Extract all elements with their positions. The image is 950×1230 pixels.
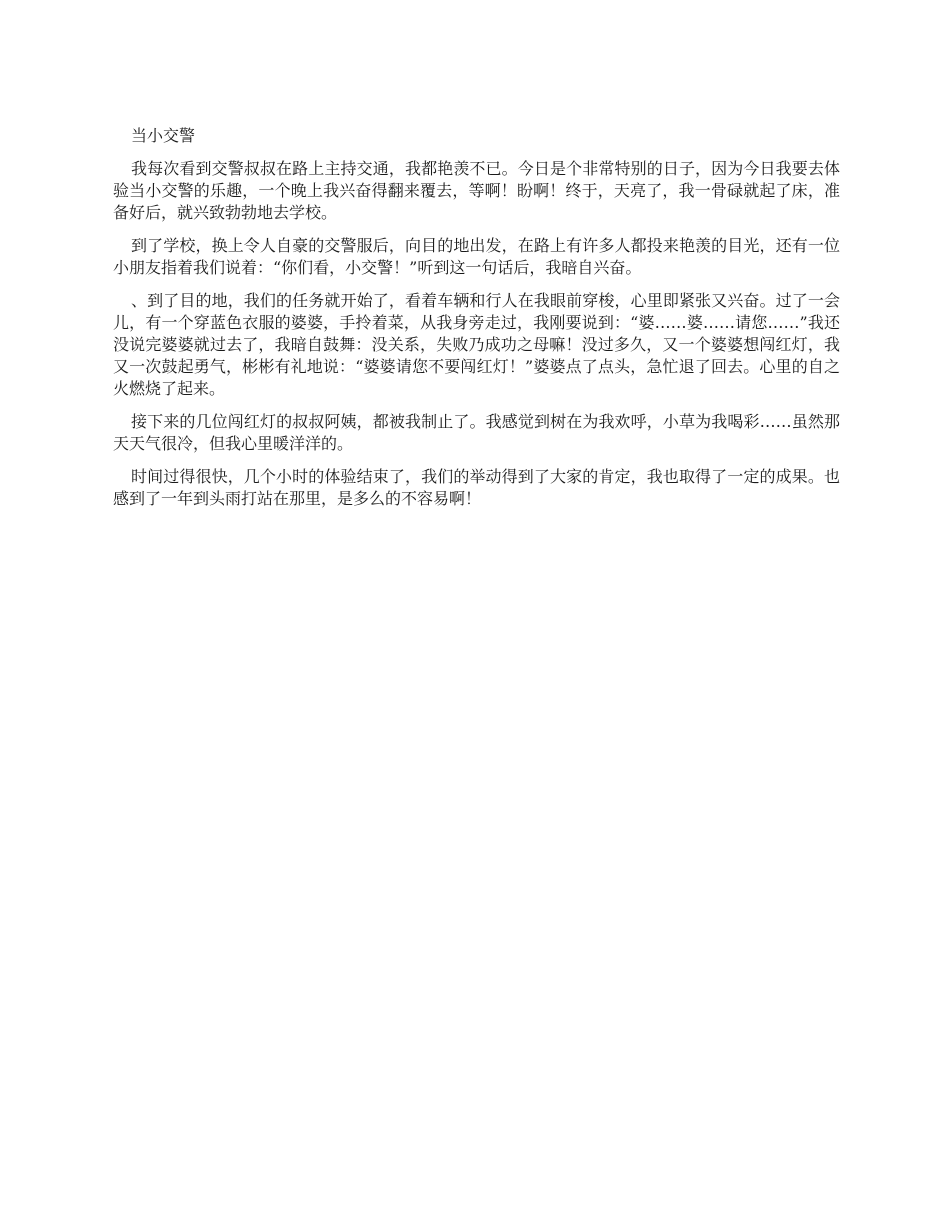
paragraph-1: 我每次看到交警叔叔在路上主持交通，我都艳羡不已。今日是个非常特别的日子，因为今日我要去体验当小交警的乐趣，一个晚上我兴奋得翻来覆去，等啊！盼啊！终于，天亮了，我一骨碌就起了床，准备好后，就兴致勃勃地去学校。 <box>113 159 840 222</box>
paragraph-5: 时间过得很快，几个小时的体验结束了，我们的举动得到了大家的肯定，我也取得了一定的成果。也感到了一年到头雨打站在那里，是多么的不容易啊！ <box>113 467 840 508</box>
document-body <box>113 125 840 521</box>
paragraph-3: 、到了目的地，我们的任务就开始了，看着车辆和行人在我眼前穿梭，心里即紧张又兴奋。过了一会儿，有一个穿蓝色衣服的婆婆，手拎着菜，从我身旁走过，我刚要说到：“婆……婆……请您……”我还没说完婆婆就过去了，我暗自鼓舞：没关系，失败乃成功之母嘛！没过多久，又一个婆婆想闯红灯，我又一次鼓起勇气，彬彬有礼地说：“婆婆请您不要闯红灯！”婆婆点了点头，急忙退了回去。心里的自之火燃烧了起来。 <box>113 291 840 398</box>
paragraph-2: 到了学校，换上令人自豪的交警服后，向目的地出发，在路上有许多人都投来艳羡的目光，还有一位小朋友指着我们说着：“你们看，小交警！”听到这一句话后，我暗自兴奋。 <box>113 236 840 277</box>
paragraph-4: 接下来的几位闯红灯的叔叔阿姨，都被我制止了。我感觉到树在为我欢呼，小草为我喝彩……虽然那天天气很冷，但我心里暖洋洋的。 <box>113 412 840 453</box>
document-title: 当小交警 <box>131 126 196 145</box>
